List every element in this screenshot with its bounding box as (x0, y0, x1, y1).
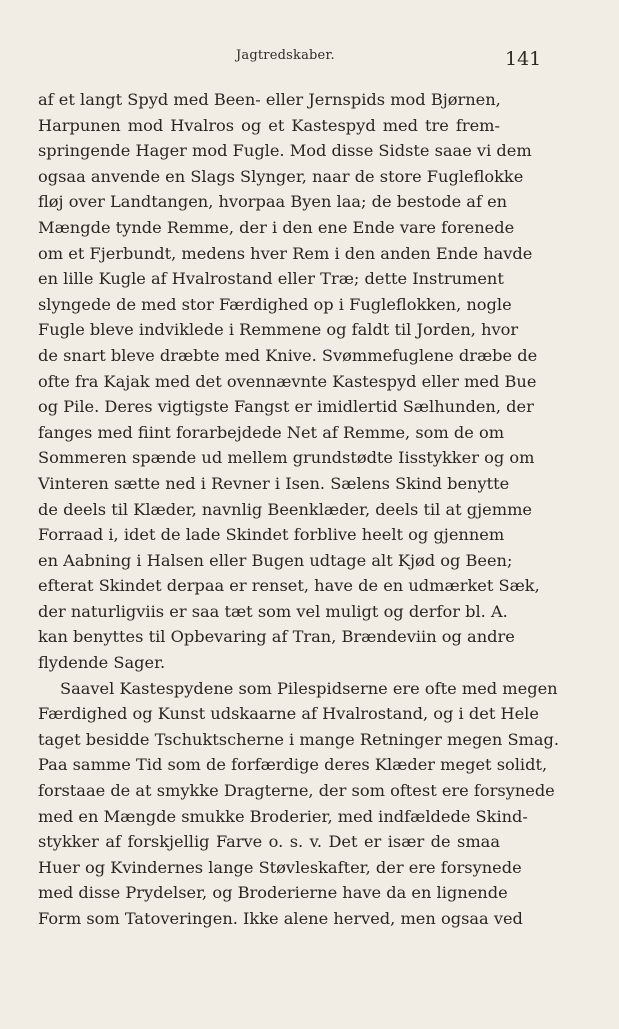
text-line: Huer og Kvindernes lange Støvleskafter, der ere forsynede (38, 857, 522, 877)
text-line: Sommeren spænde ud mellem grundstødte Iisstykker og om (38, 448, 535, 468)
paragraph-1 (38, 87, 540, 676)
text-line: kan benyttes til Opbevaring af Tran, Brændeviin og andre (38, 627, 515, 647)
text-line: af et langt Spyd med Been- eller Jernspids mod Bjørnen, (38, 90, 501, 109)
text-line: Harpunen mod Hvalros og et Kastespyd med tre frem- (38, 115, 500, 135)
text-line: fløj over Landtangen, hvorpaa Byen laa; de bestode af en (38, 192, 508, 212)
text-line: flydende Sager. (38, 653, 166, 673)
body-text (38, 87, 560, 932)
text-line: en lille Kugle af Hvalrostand eller Træ; dette Instrument (38, 269, 504, 289)
paragraph-2 (38, 676, 560, 932)
text-line: med en Mængde smukke Broderier, med indfældede Skind- (38, 806, 528, 826)
text-line: en Aabning i Halsen eller Bugen udtage alt Kjød og Been; (38, 550, 513, 570)
text-line: de snart bleve dræbte med Knive. Svømmefuglene dræbe de (38, 345, 538, 365)
text-line: forstaae de at smykke Dragterne, der som oftest ere forsynede (38, 781, 555, 801)
text-line: Form som Tatoveringen. Ikke alene herved, men ogsaa ved (38, 909, 523, 928)
text-line: fanges med fiint forarbejdede Net af Remme, som de om (38, 422, 505, 442)
text-line: slyngede de med stor Færdighed op i Fugleflokken, nogle (38, 294, 512, 314)
text-line: Saavel Kastespydene som Pilespidserne ere ofte med megen (60, 678, 558, 698)
text-line: Forraad i, idet de lade Skindet forblive heelt og gjennem (38, 525, 505, 545)
text-line: stykker af forskjellig Farve o. s. v. Det er især de smaa (38, 832, 500, 852)
text-line: ofte fra Kajak med det ovennævnte Kastespyd eller med Bue (38, 371, 537, 391)
running-head: Jagtredskaber. (236, 48, 335, 63)
text-line: de deels til Klæder, navnlig Beenklæder, deels til at gjemme (38, 499, 533, 519)
text-line: og Pile. Deres vigtigste Fangst er imidlertid Sælhunden, der (38, 397, 534, 417)
text-line: Mængde tynde Remme, der i den ene Ende vare forenede (38, 217, 515, 237)
text-line: ogsaa anvende en Slags Slynger, naar de store Fugleflokke (38, 166, 524, 186)
text-line: Paa samme Tid som de forfærdige deres Klæder meget solidt, (38, 755, 548, 775)
text-line: springende Hager mod Fugle. Mod disse Sidste saae vi dem (38, 141, 532, 161)
text-line: Færdighed og Kunst udskaarne af Hvalrostand, og i det Hele (38, 704, 539, 724)
text-line: om et Fjerbundt, medens hver Rem i den anden Ende havde (38, 243, 533, 263)
text-line: efterat Skindet derpaa er renset, have de en udmærket Sæk, (38, 576, 540, 596)
page-number: 141 (505, 48, 542, 70)
text-line: Vinteren sætte ned i Revner i Isen. Sælens Skind benytte (38, 473, 510, 493)
text-line: taget besidde Tschuktscherne i mange Retninger megen Smag. (38, 729, 560, 749)
text-line: med disse Prydelser, og Broderierne have da en lignende (38, 883, 508, 903)
text-line: der naturligviis er saa tæt som vel muligt og derfor bl. A. (38, 601, 508, 621)
text-line: Fugle bleve indviklede i Remmene og faldt til Jorden, hvor (38, 320, 519, 340)
